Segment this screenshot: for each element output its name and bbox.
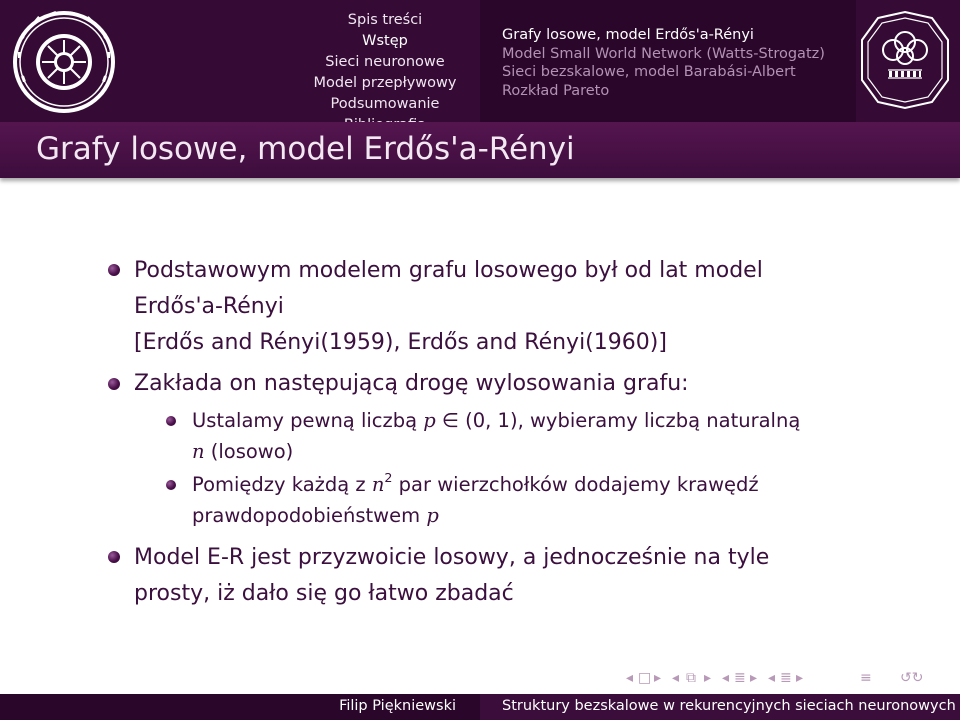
bullet-icon: [108, 264, 120, 276]
next-slide-icon[interactable]: ▸: [704, 670, 712, 686]
bullet-item: [134, 540, 854, 612]
text-segment: par wierzchołków dodajemy krawędź: [392, 473, 759, 496]
text-segment: Pomiędzy każdą z: [192, 473, 372, 496]
align-icon[interactable]: ≡: [860, 670, 872, 686]
section-link-active[interactable]: Wstęp: [362, 33, 408, 49]
slide-icon[interactable]: ⧉: [686, 670, 696, 686]
sub-bullet-line: [192, 405, 892, 436]
subsection-icon[interactable]: ≣: [734, 670, 746, 686]
beamer-navigation: [610, 668, 960, 692]
sub-bullet-line: [192, 469, 892, 500]
subsection-link[interactable]: Model Small World Network (Watts-Strogatz): [502, 45, 825, 62]
bullet-icon: [108, 378, 120, 390]
frame-icon[interactable]: □: [638, 670, 652, 686]
bullet-text-line: Model E-R jest przyzwoicie losowy, a jednocześnie na tyle: [134, 545, 770, 570]
prev-section-icon[interactable]: ◂: [768, 670, 776, 686]
section-link[interactable]: Podsumowanie: [330, 96, 440, 112]
sub-bullet-icon: [166, 416, 176, 426]
subsection-link[interactable]: Sieci bezskalowe, model Barabási-Albert: [502, 64, 796, 80]
bullet-text-line: Erdős'a-Rényi: [134, 294, 284, 319]
prev-frame-icon[interactable]: ◂: [626, 670, 634, 686]
text-segment: (losowo): [204, 440, 294, 463]
footer-author: Filip Piękniewski: [0, 694, 480, 720]
next-frame-icon[interactable]: ▸: [654, 670, 662, 686]
footer-talk-title: Struktury bezskalowe w rekurencyjnych sieciach neuronowych: [480, 694, 960, 720]
next-section-icon[interactable]: ▸: [796, 670, 804, 686]
subsection-link[interactable]: Rozkład Pareto: [502, 82, 610, 99]
section-link[interactable]: Sieci neuronowe: [325, 54, 445, 70]
math-variable: n: [192, 440, 205, 463]
bullet-item: [134, 366, 854, 402]
text-segment: prawdopodobieństwem: [192, 504, 427, 527]
citation-link[interactable]: [Erdős and Rényi(1959), Erdős and Rényi(1960)]: [134, 330, 667, 355]
next-subsection-icon[interactable]: ▸: [750, 670, 758, 686]
bullet-text-line: Zakłada on następującą drogę wylosowania grafu:: [134, 371, 689, 396]
sub-bullet-item: [192, 469, 892, 531]
text-segment: ∈ (0, 1), wybieramy liczbą naturalną: [435, 409, 801, 432]
bullet-text-line: prosty, iż dało się go łatwo zbadać: [134, 581, 514, 606]
text-segment: Ustalamy pewną liczbą: [192, 409, 424, 432]
slide-title: Grafy losowe, model Erdős'a-Rényi: [36, 131, 575, 167]
sub-bullet-item: [192, 405, 892, 467]
section-link[interactable]: Spis treści: [347, 12, 423, 28]
prev-subsection-icon[interactable]: ◂: [722, 670, 730, 686]
section-icon[interactable]: ≣: [780, 670, 792, 686]
math-exponent: 2: [384, 470, 393, 486]
bullet-text-line: Podstawowym modelem grafu losowego był od lat model: [134, 258, 763, 283]
bullet-item: [134, 253, 854, 361]
sub-bullet-line: [192, 500, 892, 531]
section-link[interactable]: Model przepływowy: [313, 75, 457, 91]
prev-slide-icon[interactable]: ◂: [672, 670, 680, 686]
footer-bar: [0, 694, 960, 720]
math-variable: p: [423, 409, 436, 432]
sub-bullet-icon: [166, 480, 176, 490]
bullet-icon: [108, 551, 120, 563]
subsection-link-active[interactable]: Grafy losowe, model Erdős'a-Rényi: [502, 27, 754, 43]
math-variable: p: [426, 504, 439, 527]
math-variable: n: [371, 473, 385, 496]
search-icon[interactable]: ↺↻: [900, 670, 924, 686]
sub-bullet-line: [192, 436, 892, 467]
